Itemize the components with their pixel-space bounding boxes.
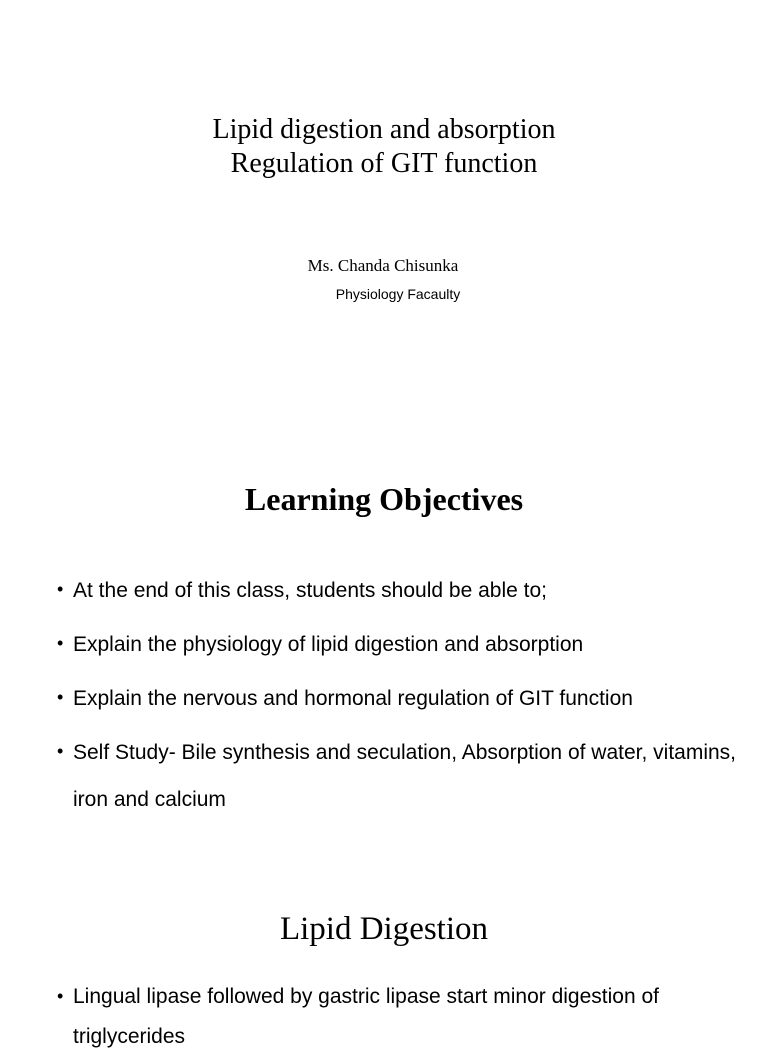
presenter-name: Ms. Chanda Chisunka	[307, 256, 459, 275]
lipid-bullet-1	[57, 977, 747, 1057]
objective-text: Self Study- Bile synthesis and seculation, Absorption of water, vitamins, iron and calcium	[73, 741, 737, 811]
presenter-department: Physiology Facaulty	[335, 286, 461, 302]
lipid-bullet-text: Lingual lipase followed by gastric lipase start minor digestion of triglycerides	[73, 985, 659, 1048]
bullet-dot-icon: •	[57, 741, 64, 761]
slide-title-line-1: Lipid digestion and absorption	[212, 114, 556, 145]
lipid-digestion-slide	[0, 840, 768, 1048]
slide-title-line-2: Regulation of GIT function	[230, 148, 538, 179]
objective-bullet-1	[57, 567, 747, 614]
bullet-dot-icon: •	[57, 687, 64, 707]
bullet-dot-icon: •	[57, 633, 64, 653]
objectives-heading: Learning Objectives	[244, 481, 524, 517]
bullet-dot-icon: •	[57, 579, 64, 599]
lipid-bullet-list	[57, 977, 747, 1064]
objective-bullet-3	[57, 675, 747, 722]
objectives-bullet-list	[57, 567, 747, 830]
objective-bullet-4	[57, 729, 747, 823]
objective-text: Explain the physiology of lipid digestion and absorption	[73, 633, 584, 656]
lipid-digestion-heading: Lipid Digestion	[279, 911, 489, 947]
objective-text: At the end of this class, students should be able to;	[73, 579, 547, 602]
objective-bullet-2	[57, 621, 747, 668]
bullet-dot-icon: •	[57, 986, 64, 1006]
objective-text: Explain the nervous and hormonal regulation of GIT function	[73, 687, 633, 710]
learning-objectives-slide	[0, 420, 768, 840]
title-slide	[0, 0, 768, 420]
